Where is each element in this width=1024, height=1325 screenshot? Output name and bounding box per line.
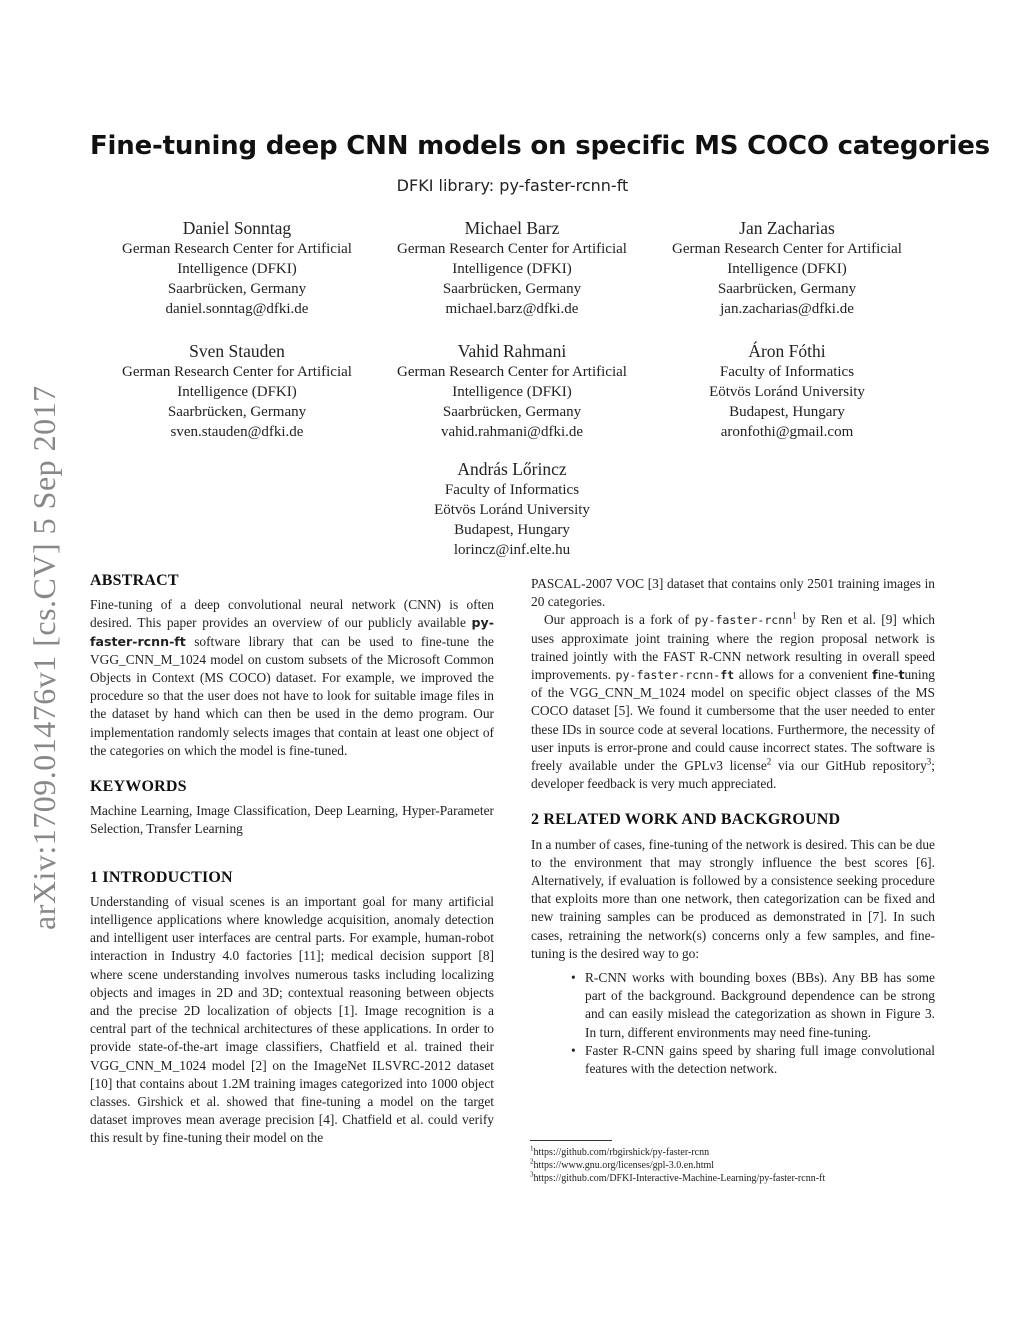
- author-block: [102, 216, 372, 319]
- list-item: • Faster R-CNN gains speed by sharing full image convolutional features with the detection network.: [585, 1042, 935, 1078]
- author-affiliation: Intelligence (DFKI): [177, 261, 297, 277]
- author-name: Vahid Rahmani: [457, 341, 567, 361]
- author-location: Budapest, Hungary: [729, 404, 845, 420]
- footnote-mark: 3: [926, 756, 932, 767]
- text-part: via our GitHub repository: [771, 758, 927, 774]
- author-location: Saarbrücken, Germany: [167, 404, 307, 420]
- author-email[interactable]: lorincz@inf.elte.hu: [453, 542, 571, 558]
- author-affiliation: German Research Center for Artificial: [397, 364, 627, 380]
- footnotes: [530, 1146, 950, 1186]
- footnote: [530, 1159, 950, 1172]
- author-block: [652, 216, 922, 319]
- footnote-link[interactable]: https://github.com/rbgirshick/py-faster-rcnn: [533, 1147, 710, 1158]
- introduction-text: Understanding of visual scenes is an important goal for many artificial intelligence applications where knowledge acquisition, anomaly detection and intelligent user interfaces are central parts. For example, human-robot interaction in Industry 4.0 factories [11]; medical decision support [8] where scene understanding involves numerous tasks including localizing objects and images in 2D and 3D; contextual reasoning between objects and the precise 2D localization of objects [1]. Image recognition is a central part of the technical architectures of these applications. In order to provide state-of-the-art image classifiers, Chatfield et al. trained their VGG_CNN_M_1024 model [2] on the ImageNet ILSVRC-2012 dataset [10] that contains about 1.2M training images categorized into 1000 object classes. Girshick et al. showed that fine-tuning a model on the target dataset improves mean average precision [4]. Chatfield et al. could verify this result by fine-tuning their model on the: [90, 893, 494, 1146]
- author-affiliation: Intelligence (DFKI): [177, 384, 297, 400]
- author-affiliation: Intelligence (DFKI): [727, 261, 847, 277]
- footnote-link[interactable]: https://github.com/DFKI-Interactive-Machine-Learning/py-faster-rcnn-ft: [533, 1173, 826, 1185]
- author-affiliation: Intelligence (DFKI): [452, 384, 572, 400]
- footnote-link[interactable]: https://www.gnu.org/licenses/gpl-3.0.en.html: [533, 1160, 715, 1172]
- author-name: Áron Fóthi: [748, 341, 826, 361]
- abstract-heading: ABSTRACT: [90, 572, 179, 589]
- text-part: ; developer feedback is very much appreciated.: [531, 758, 935, 792]
- keywords-text: Machine Learning, Image Classification, Deep Learning, Hyper-Parameter Selection, Transfer Learning: [90, 803, 494, 837]
- author-affiliation: Eötvös Loránd University: [709, 384, 865, 400]
- author-name: Daniel Sonntag: [182, 218, 292, 238]
- author-affiliation: Faculty of Informatics: [719, 364, 855, 380]
- footnote-divider: [530, 1140, 612, 1141]
- footnote-number: 3: [530, 1171, 534, 1180]
- footnote-mark: 1: [792, 610, 797, 621]
- author-affiliation: German Research Center for Artificial: [672, 241, 902, 257]
- author-name: Sven Stauden: [189, 341, 285, 361]
- paragraph: [531, 611, 935, 793]
- author-block: [377, 457, 647, 560]
- left-column: [90, 572, 494, 1148]
- author-block: [377, 216, 647, 319]
- list-item: • R-CNN works with bounding boxes (BBs). Any BB has some part of the background. Background dependence can be strong and can easily mislead the categorization as shown in Figure 3. In turn, different environments may need fine-tuning.: [585, 969, 935, 1042]
- text-part: Our approach is a fork of: [544, 612, 695, 628]
- author-email[interactable]: vahid.rahmani@dfki.de: [440, 424, 584, 440]
- paragraph: PASCAL-2007 VOC [3] dataset that contains only 2501 training images in 20 categories.: [531, 576, 935, 610]
- author-email[interactable]: michael.barz@dfki.de: [445, 301, 579, 317]
- author-email[interactable]: daniel.sonntag@dfki.de: [165, 301, 309, 317]
- text-part: ine-: [877, 667, 899, 683]
- footnote-number: 2: [530, 1157, 534, 1166]
- arxiv-identifier: arXiv:1709.01476v1 [cs.CV] 5 Sep 2017: [25, 385, 62, 930]
- author-block: [102, 339, 372, 442]
- footnote: [530, 1172, 950, 1185]
- author-email[interactable]: sven.stauden@dfki.de: [170, 424, 304, 440]
- paper-title: Fine-tuning deep CNN models on specific MS COCO categories: [90, 131, 990, 161]
- abstract-text: [90, 596, 494, 760]
- author-affiliation: German Research Center for Artificial: [397, 241, 627, 257]
- author-affiliation: German Research Center for Artificial: [122, 364, 352, 380]
- footnote-mark: 2: [766, 756, 772, 767]
- right-column: [531, 575, 935, 1078]
- text-part: allows for a convenient: [734, 667, 873, 683]
- paper-subtitle: DFKI library: py-faster-rcnn-ft: [396, 176, 629, 195]
- author-affiliation: Intelligence (DFKI): [452, 261, 572, 277]
- library-name: py-faster-rcnn-ft: [90, 615, 494, 649]
- author-location: Saarbrücken, Germany: [442, 404, 582, 420]
- code-span: py-faster-rcnn-: [615, 668, 721, 683]
- author-location: Budapest, Hungary: [454, 522, 570, 538]
- footnote: [530, 1146, 950, 1159]
- author-email[interactable]: aronfothi@gmail.com: [720, 424, 854, 440]
- text-part: uning of the VGG_CNN_M_1024 model on specific object classes of the MS COCO dataset [5]. We found it cumbersome that the user needed to enter these IDs in source code at several locations. Furthermore, the necessity of user inputs is error-prone and could cause incorrect states. The software is freely available under the GPLv3 license: [531, 667, 935, 774]
- author-location: Saarbrücken, Germany: [717, 281, 857, 297]
- author-block: [652, 339, 922, 442]
- section-heading-related-work: 2 RELATED WORK AND BACKGROUND: [531, 811, 841, 829]
- code-span: py-faster-rcnn: [694, 613, 793, 628]
- author-location: Saarbrücken, Germany: [167, 281, 307, 297]
- bullet-list: [531, 969, 935, 1078]
- emphasis-letter: f: [872, 667, 878, 683]
- author-block: [377, 339, 647, 442]
- paragraph: In a number of cases, fine-tuning of the network is desired. This can be due to the environment that may strongly influence the best scores [6]. Alternatively, if evaluation is followed by a consistence seeking procedure that exploits more than one network, then categorization can be fixed and new training samples can be produced as demonstrated in [7]. In such cases, retraining the network(s) concerns only a few samples, and fine-tuning is the desired way to go:: [531, 836, 935, 961]
- author-location: Saarbrücken, Germany: [442, 281, 582, 297]
- abstract-text-part: software library that can be used to fine-tune the VGG_CNN_M_1024 model on custom subsets of the Microsoft Common Objects in Context (MS COCO) dataset. For example, we improved the procedure so that the user does not have to look for suitable image files in the dataset by hand which can then be used in the demo program. Our implementation randomly selects images that contain at least one object of the categories on which the model is fine-tuned.: [90, 633, 494, 758]
- section-heading-introduction: 1 INTRODUCTION: [90, 868, 233, 886]
- author-name: Jan Zacharias: [739, 218, 835, 238]
- author-name: Michael Barz: [464, 218, 560, 238]
- footnote-number: 1: [530, 1144, 534, 1153]
- keywords-heading: KEYWORDS: [90, 778, 187, 796]
- author-name: András Lőrincz: [457, 459, 567, 479]
- author-affiliation: Eötvös Loránd University: [434, 502, 590, 518]
- abstract-text-part: Fine-tuning of a deep convolutional neural network (CNN) is often desired. This paper provides an overview of our publicly available: [90, 597, 494, 631]
- text-part: by Ren et al. [9] which uses approximate joint training where the region proposal network is trained jointly with the FAST R-CNN network resulting in overall speed improvements.: [531, 612, 935, 683]
- author-affiliation: German Research Center for Artificial: [122, 241, 352, 257]
- code-span: ft: [720, 668, 735, 683]
- author-email[interactable]: jan.zacharias@dfki.de: [720, 301, 854, 317]
- emphasis-letter: t: [898, 667, 905, 683]
- author-affiliation: Faculty of Informatics: [444, 482, 580, 498]
